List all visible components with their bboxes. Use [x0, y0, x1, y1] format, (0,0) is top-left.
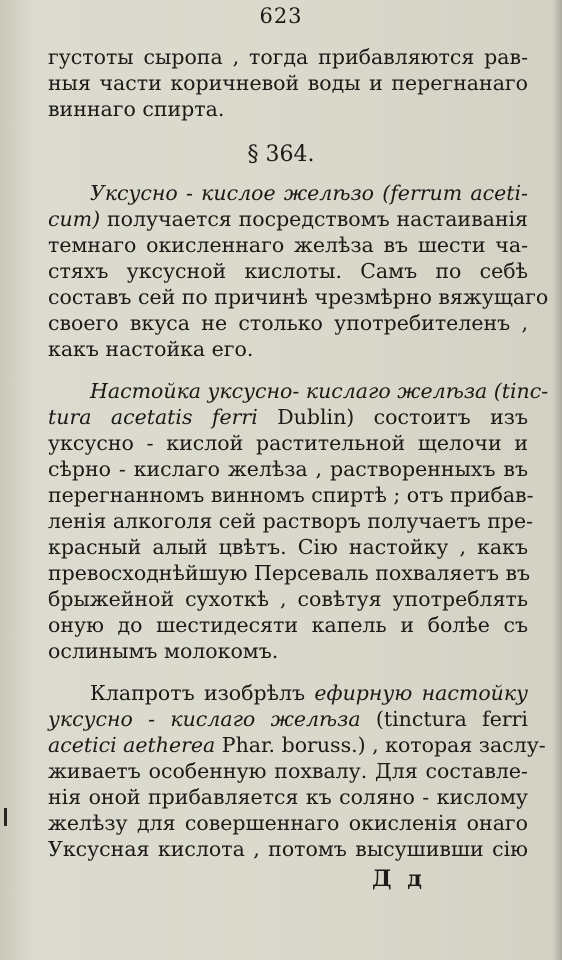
text-line: acetici aetherea Phar. boruss.) , которая заслу- [48, 733, 546, 757]
text-line: своего вкуса не столько употребителенъ , [48, 311, 528, 335]
text-line: ослинымъ молокомъ. [48, 639, 279, 663]
text-line: желѣзу для совершеннаго окисленія онаго [48, 811, 528, 835]
text-line: виннаго спирта. [48, 97, 225, 121]
text-line: составъ сей по причинѣ чрезмѣрно вяжущаго [48, 285, 549, 309]
text-line: брыжейной сухоткѣ , совѣтуя употреблять [48, 587, 528, 611]
section-heading: § 364. [247, 142, 315, 167]
text-line: стяхъ уксусной кислоты. Самъ по себѣ [48, 259, 528, 283]
text-line: Настойка уксусно- кислаго желѣза (tinc- [90, 379, 549, 403]
text-line: уксусно - кислаго желѣза (tinctura ferri [48, 707, 528, 731]
text-line: оную до шестидесяти капель и болѣе съ [48, 613, 528, 637]
text-line: нія оной прибавляется къ соляно - кислому [48, 785, 528, 809]
text-line: перегнанномъ винномъ спиртѣ ; отъ прибав- [48, 483, 534, 507]
catchword: Д д [372, 866, 426, 892]
page-number: 623 [259, 4, 303, 28]
text-line: tura acetatis ferri Dublin) состоитъ изъ [48, 405, 529, 429]
text-line: cum) получается посредствомъ настаиванія [48, 207, 528, 231]
text-line: Клапротъ изобрѣлъ ефирную настойку [90, 681, 528, 705]
margin-mark [4, 808, 7, 826]
text-line: красный алый цвѣтъ. Сію настойку , какъ [48, 535, 528, 559]
text-line: густоты сыропа , тогда прибавляются рав- [48, 45, 528, 69]
text-line: какъ настойка его. [48, 337, 254, 361]
text-line: темнаго окисленнаго желѣза въ шести ча- [48, 233, 528, 257]
text-line: Уксусная кислота , потомъ высушивши сію [48, 837, 528, 861]
text-line: живаетъ особенную похвалу. Для составле- [48, 759, 528, 783]
text-line: превосходнѣйшую Персеваль похваляетъ въ [48, 561, 531, 585]
text-line: ленія алкоголя сей растворъ получаетъ пре- [48, 509, 534, 533]
text-line: уксусно - кислой растительной щелочи и [48, 431, 528, 455]
text-line: ныя части коричневой воды и перегнанаго [48, 71, 528, 95]
text-line: сѣрно - кислаго желѣза , растворенныхъ въ [48, 457, 528, 481]
text-line: Уксусно - кислое желѣзо (ferrum aceti- [90, 181, 528, 205]
